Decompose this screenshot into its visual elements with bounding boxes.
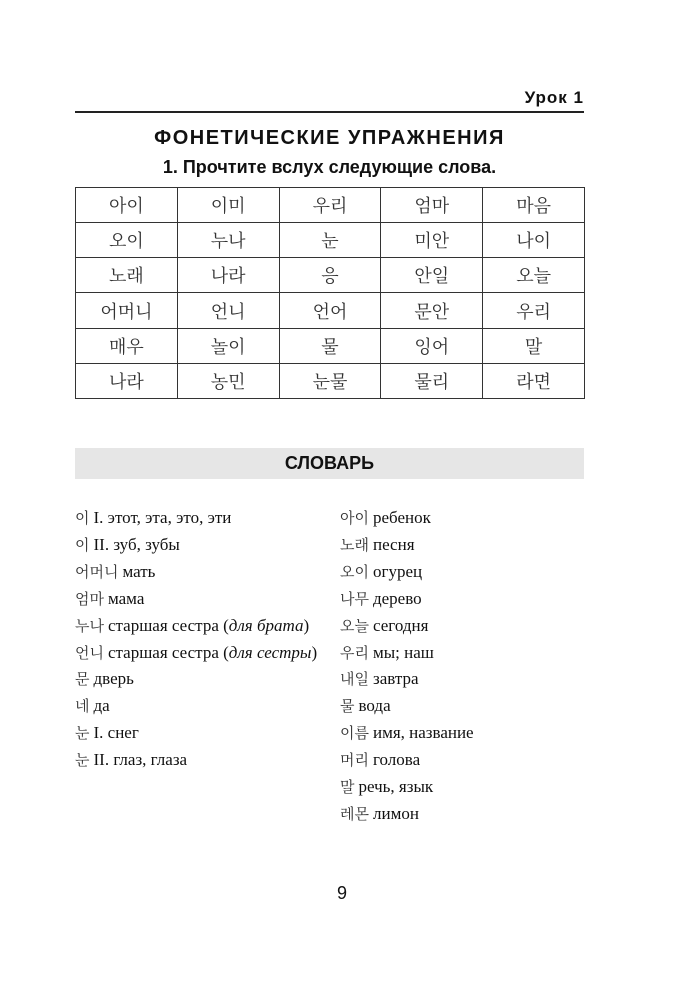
vocab-entry xyxy=(340,774,590,801)
korean-word: 오늘 xyxy=(340,616,369,635)
table-cell: 놀이 xyxy=(177,328,279,363)
korean-word: 물 xyxy=(340,697,355,716)
translation: завтра xyxy=(372,669,419,689)
vocab-entry xyxy=(75,505,325,532)
korean-word: 이 xyxy=(75,509,90,527)
translation: I. этот, эта, это, эти xyxy=(93,508,232,527)
vocab-column-right xyxy=(340,505,590,828)
vocab-entry xyxy=(75,559,325,586)
translation: речь, язык xyxy=(358,777,434,797)
korean-word: 우리 xyxy=(340,643,369,662)
korean-word: 레몬 xyxy=(340,804,369,823)
translation: голова xyxy=(372,750,421,770)
translation: дерево xyxy=(372,588,422,608)
korean-word: 노래 xyxy=(340,535,369,554)
table-cell: 누나 xyxy=(177,223,279,258)
vocab-entry xyxy=(75,666,325,693)
translation-note: для сестры xyxy=(228,642,312,662)
vocab-entry xyxy=(340,532,590,559)
table-cell: 우리 xyxy=(483,293,585,328)
table-cell: 물리 xyxy=(381,363,483,398)
korean-word: 눈 xyxy=(75,724,90,743)
table-cell: 매우 xyxy=(76,328,178,363)
vocab-column-left xyxy=(75,505,325,774)
translation: I. снег xyxy=(93,723,139,743)
dictionary-title: СЛОВАРЬ xyxy=(75,448,584,479)
korean-word: 네 xyxy=(75,697,90,716)
vocab-entry xyxy=(340,559,590,586)
vocab-entry xyxy=(340,693,590,720)
table-cell: 물 xyxy=(279,328,381,363)
translation: огурец xyxy=(372,561,423,581)
section-title: ФОНЕТИЧЕСКИЕ УПРАЖНЕНИЯ xyxy=(154,127,505,149)
vocab-entry xyxy=(75,747,325,774)
exercise-instruction: 1. Прочтите вслух следующие слова. xyxy=(162,157,497,177)
table-cell: 응 xyxy=(279,258,381,293)
translation: мама xyxy=(107,588,145,608)
table-row xyxy=(76,223,585,258)
korean-word: 어머니 xyxy=(75,562,119,581)
table-row xyxy=(76,328,585,363)
translation: сегодня xyxy=(372,615,429,635)
vocab-entry xyxy=(340,747,590,774)
korean-word: 나무 xyxy=(340,589,369,608)
translation: старшая сестра ( xyxy=(107,642,229,662)
translation: II. зуб, зубы xyxy=(93,534,180,554)
vocab-entry xyxy=(340,720,590,747)
translation: старшая сестра ( xyxy=(107,615,229,635)
table-cell: 라면 xyxy=(483,363,585,398)
translation: имя, название xyxy=(372,723,474,743)
korean-word: 오이 xyxy=(340,562,369,581)
translation: мы; наш xyxy=(372,642,434,662)
vocab-entry xyxy=(75,720,325,747)
translation: лимон xyxy=(372,803,419,823)
vocab-entry xyxy=(340,801,590,828)
table-cell: 오이 xyxy=(76,223,178,258)
vocab-entry xyxy=(340,613,590,640)
translation: ребенок xyxy=(372,508,431,527)
vocab-entry xyxy=(340,666,590,693)
vocab-entry xyxy=(75,532,325,559)
translation-close: ) xyxy=(303,615,310,635)
table-cell: 농민 xyxy=(177,363,279,398)
vocab-entry xyxy=(340,586,590,613)
table-cell: 나이 xyxy=(483,223,585,258)
korean-word: 언니 xyxy=(75,643,104,662)
table-cell: 안일 xyxy=(381,258,483,293)
word-table xyxy=(75,187,585,399)
table-cell: 미안 xyxy=(381,223,483,258)
korean-word: 이 xyxy=(75,535,90,554)
vocab-entry xyxy=(75,586,325,613)
table-cell: 노래 xyxy=(76,258,178,293)
korean-word: 아이 xyxy=(340,509,369,527)
table-cell: 말 xyxy=(483,328,585,363)
translation: мать xyxy=(122,561,156,581)
table-cell: 오늘 xyxy=(483,258,585,293)
table-row xyxy=(76,188,585,223)
korean-word: 말 xyxy=(340,778,355,797)
korean-word: 머리 xyxy=(340,751,369,770)
vocab-entry xyxy=(340,640,590,667)
translation: II. глаз, глаза xyxy=(93,750,188,770)
vocab-entry xyxy=(75,640,325,667)
vocab-entry xyxy=(75,693,325,720)
table-row xyxy=(76,293,585,328)
korean-word: 눈 xyxy=(75,751,90,770)
table-cell: 우리 xyxy=(279,188,381,223)
table-cell: 나라 xyxy=(177,258,279,293)
table-cell: 아이 xyxy=(76,188,178,223)
table-cell: 눈 xyxy=(279,223,381,258)
table-cell: 엄마 xyxy=(381,188,483,223)
table-cell: 언니 xyxy=(177,293,279,328)
table-cell: 어머니 xyxy=(76,293,178,328)
translation: песня xyxy=(372,534,415,554)
translation-close: ) xyxy=(311,642,318,662)
translation: да xyxy=(93,696,110,716)
table-cell: 잉어 xyxy=(381,328,483,363)
vocab-entry xyxy=(340,505,590,532)
translation: дверь xyxy=(93,669,134,689)
table-cell: 문안 xyxy=(381,293,483,328)
korean-word: 내일 xyxy=(340,670,369,689)
header-rule xyxy=(75,111,584,113)
table-row xyxy=(76,363,585,398)
lesson-header: Урок 1 xyxy=(524,88,584,107)
table-cell: 마음 xyxy=(483,188,585,223)
table-cell: 언어 xyxy=(279,293,381,328)
vocab-entry xyxy=(75,613,325,640)
translation-note: для брата xyxy=(228,615,304,635)
korean-word: 엄마 xyxy=(75,589,104,608)
korean-word: 누나 xyxy=(75,616,104,635)
page-number: 9 xyxy=(336,883,347,903)
table-cell: 이미 xyxy=(177,188,279,223)
table-cell: 나라 xyxy=(76,363,178,398)
table-row xyxy=(76,258,585,293)
table-cell: 눈물 xyxy=(279,363,381,398)
translation: вода xyxy=(358,696,391,716)
korean-word: 문 xyxy=(75,670,90,689)
korean-word: 이름 xyxy=(340,724,369,743)
